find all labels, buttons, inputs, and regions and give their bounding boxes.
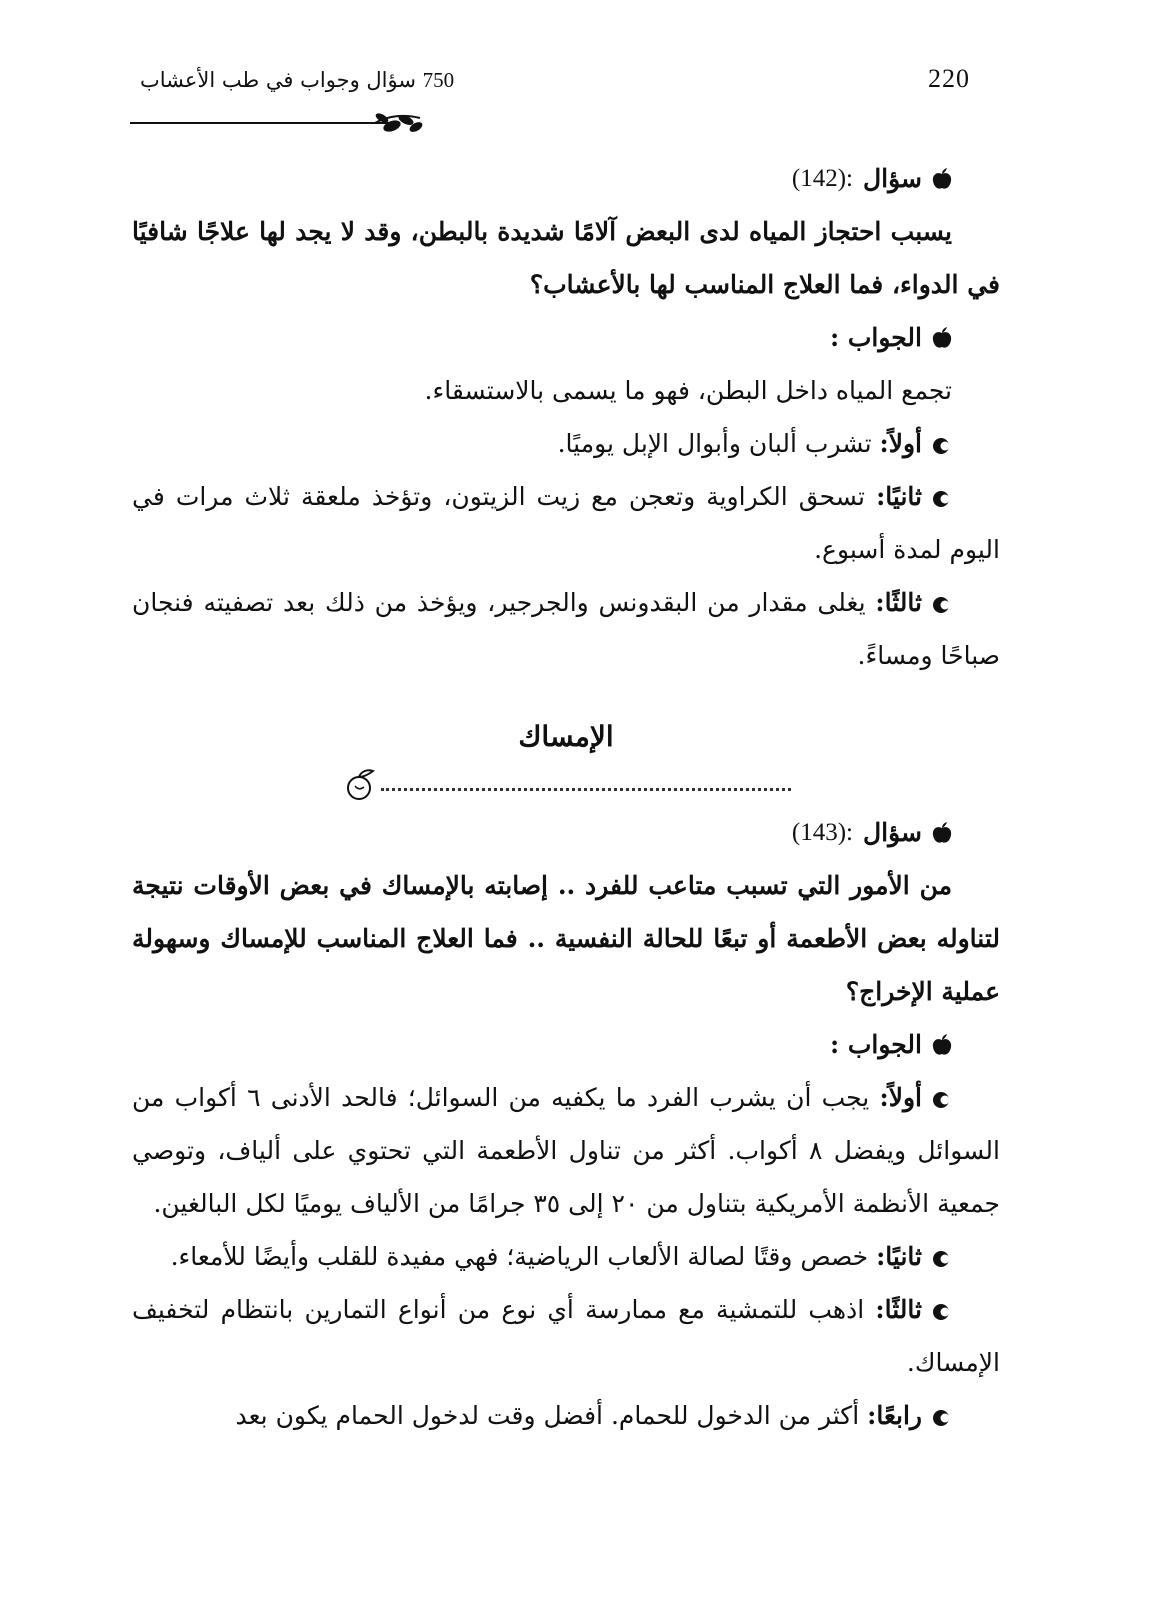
item-lead: رابعًا:: [867, 1401, 922, 1430]
apple-icon: [932, 822, 952, 844]
running-head-number: 750: [422, 68, 455, 92]
question-142-label: [132, 152, 952, 205]
question-number: (143):: [791, 819, 854, 846]
answer-143-item: [132, 1283, 1000, 1389]
answer-143-item: [132, 1230, 1000, 1283]
dotted-rule: [381, 788, 791, 791]
apple-icon: [932, 1034, 952, 1056]
leaf-branch-icon: [130, 110, 430, 136]
crescent-bullet-icon: [930, 1303, 952, 1321]
page-header: [130, 58, 990, 138]
answer-label: الجواب :: [829, 323, 922, 352]
item-lead: أولاً:: [879, 1083, 922, 1112]
item-lead: أولاً:: [879, 429, 922, 458]
answer-143-item: [132, 1389, 1000, 1442]
crescent-bullet-icon: [930, 1250, 952, 1268]
item-lead: ثانيًا:: [876, 1242, 922, 1271]
page-content: [132, 152, 1000, 1442]
answer-142-item: [132, 576, 1000, 682]
question-143-text: من الأمور التي تسبب متاعب للفرد .. إصابته بالإمساك في بعض الأوقات نتيجة لتناوله بعض الأطعمة أو تبعًا للحالة النفسية .. فما العلاج المناسب للإمساك وسهولة عملية الإخراج؟: [132, 871, 1000, 1006]
answer-label: الجواب :: [829, 1030, 922, 1059]
item-text: يجب أن يشرب الفرد ما يكفيه من السوائل؛ فالحد الأدنى ٦ أكواب من السوائل ويفضل ٨ أكواب. أكثر من تناول الأطعمة التي تحتوي على ألياف، وتوصي جمعية الأنظمة الأمريكية بتناول من ٢٠ إلى ٣٥ جرامًا من الألياف يوميًا لكل البالغين.: [132, 1083, 1000, 1218]
question-number: (142):: [791, 165, 854, 192]
item-lead: ثالثًا:: [875, 1295, 922, 1324]
item-lead: ثانيًا:: [876, 482, 922, 511]
crescent-bullet-icon: [930, 490, 952, 508]
answer-143-item: [132, 1071, 1000, 1230]
crescent-bullet-icon: [930, 596, 952, 614]
item-text: خصص وقتًا لصالة الألعاب الرياضية؛ فهي مفيدة للقلب وأيضًا للأمعاء.: [170, 1242, 869, 1271]
answer-143-label: [132, 1018, 952, 1071]
item-text: اذهب للتمشية مع ممارسة أي نوع من أنواع التمارين بانتظام لتخفيف الإمساك.: [132, 1295, 1000, 1377]
fruit-leaf-icon: [341, 766, 381, 802]
running-head-title: سؤال وجواب في طب الأعشاب: [140, 68, 416, 92]
section-divider: [132, 762, 1000, 806]
question-143-label: [132, 806, 952, 859]
page-number: 220: [928, 64, 970, 93]
answer-142-item: [132, 470, 1000, 576]
answer-142-item: [132, 417, 1000, 470]
running-head: [140, 68, 454, 93]
crescent-bullet-icon: [930, 1409, 952, 1427]
item-text: تشرب ألبان وأبوال الإبل يوميًا.: [557, 429, 872, 458]
item-lead: ثالثًا:: [875, 588, 922, 617]
answer-142-label: [132, 311, 952, 364]
question-142-text: يسبب احتجاز المياه لدى البعض آلامًا شديدة بالبطن، وقد لا يجد لها علاجًا شافيًا في الدواء، فما العلاج المناسب لها بالأعشاب؟: [132, 217, 1000, 299]
answer-142-intro: تجمع المياه داخل البطن، فهو ما يسمى بالاستسقاء.: [424, 376, 952, 405]
item-text: أكثر من الدخول للحمام. أفضل وقت لدخول الحمام يكون بعد: [235, 1401, 860, 1430]
question-label: سؤال: [863, 818, 922, 847]
item-text: يغلى مقدار من البقدونس والجرجير، ويؤخذ من ذلك بعد تصفيته فنجان صباحًا ومساءً.: [132, 588, 1000, 670]
question-label: سؤال: [863, 164, 922, 193]
crescent-bullet-icon: [930, 1091, 952, 1109]
crescent-bullet-icon: [930, 437, 952, 455]
section-title: الإمساك: [518, 720, 614, 753]
apple-icon: [932, 168, 952, 190]
apple-icon: [932, 327, 952, 349]
item-text: تسحق الكراوية وتعجن مع زيت الزيتون، وتؤخذ ملعقة ثلاث مرات في اليوم لمدة أسبوع.: [132, 482, 1000, 564]
